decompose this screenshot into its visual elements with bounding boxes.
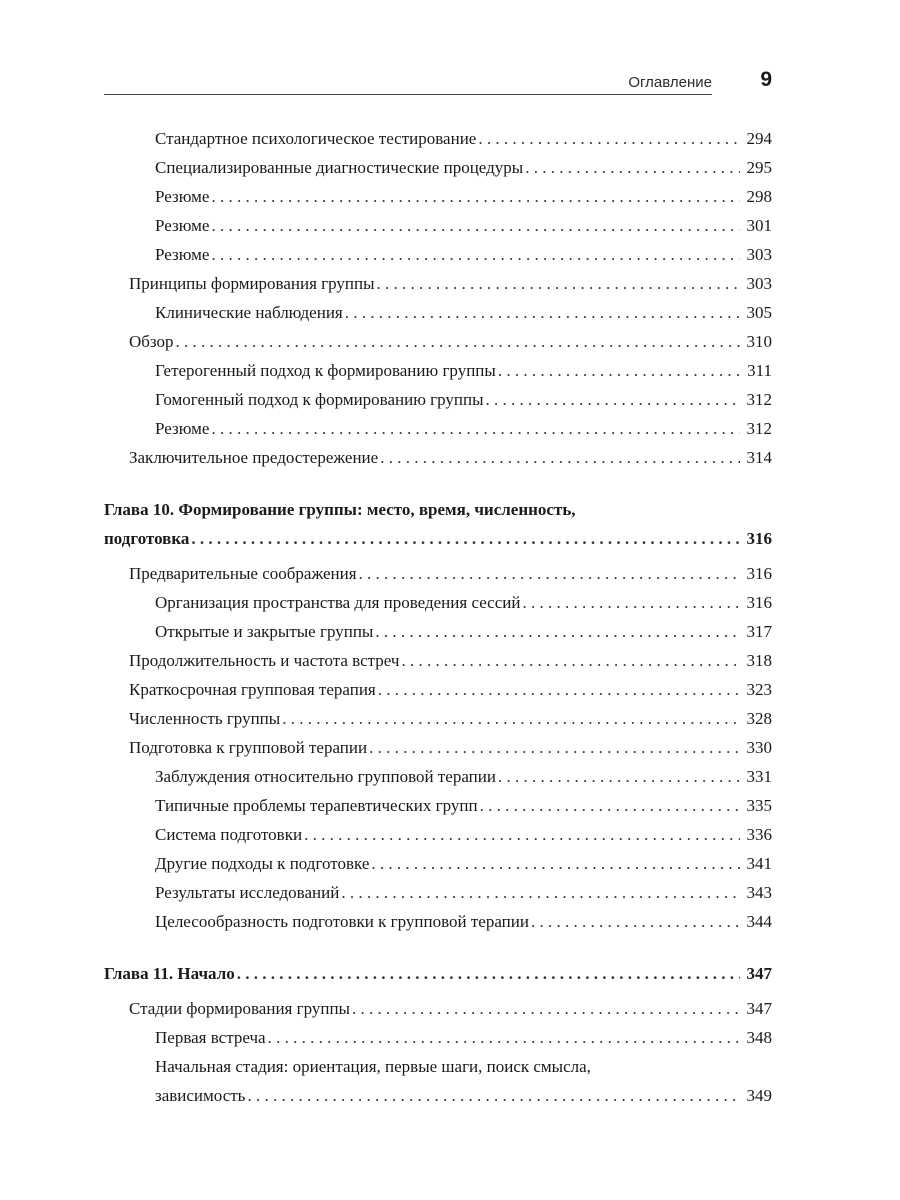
- dot-leader: [191, 524, 740, 553]
- toc-entry-title: Открытые и закрытые группы: [155, 622, 374, 641]
- toc-entry: [104, 762, 772, 791]
- toc-entry-title: Заблуждения относительно групповой терапии: [155, 767, 496, 786]
- toc-entry-page: 323: [746, 680, 772, 699]
- toc-entry-title: Предварительные соображения: [129, 564, 357, 583]
- toc-entry: [104, 356, 772, 385]
- toc-entry-page: 347: [746, 999, 772, 1018]
- toc-entry-page: 317: [746, 622, 772, 641]
- toc-entry: [104, 327, 772, 356]
- toc-entry-page: 310: [746, 332, 772, 351]
- dot-leader: [380, 443, 740, 472]
- toc-entry-page: 343: [746, 883, 772, 902]
- toc-entry: [104, 675, 772, 704]
- toc-entry-title: Резюме: [155, 187, 210, 206]
- dot-leader: [359, 559, 740, 588]
- toc-entry: [104, 240, 772, 269]
- toc-entry: [104, 1023, 772, 1052]
- page-number: 9: [760, 68, 772, 91]
- toc-entry-title: Гетерогенный подход к формированию группы: [155, 361, 496, 380]
- toc-entry-title-line2: зависимость: [155, 1086, 246, 1105]
- toc-entry: [104, 211, 772, 240]
- toc-entry: [104, 878, 772, 907]
- toc-entry: [104, 414, 772, 443]
- toc-entry-page: 336: [746, 825, 772, 844]
- toc-chapter-10: [104, 495, 772, 553]
- toc-entry-page: 294: [746, 129, 772, 148]
- toc-entry-title: Первая встреча: [155, 1028, 266, 1047]
- toc-entry: [104, 588, 772, 617]
- dot-leader: [498, 762, 740, 791]
- toc-entry: [104, 617, 772, 646]
- toc-entry-page: 316: [746, 593, 772, 612]
- dot-leader: [498, 356, 740, 385]
- toc-entry: [104, 443, 772, 472]
- toc-entry-page: 311: [747, 361, 772, 380]
- toc-entry-title: Организация пространства для проведения сессий: [155, 593, 521, 612]
- toc-entry: [104, 820, 772, 849]
- toc-chapter-title: Глава 11. Начало: [104, 964, 235, 983]
- toc-entry-title: Заключительное предостережение: [129, 448, 379, 467]
- toc-entry: [104, 704, 772, 733]
- dot-leader: [352, 994, 740, 1023]
- toc-entry: [104, 791, 772, 820]
- dot-leader: [522, 588, 740, 617]
- toc-entry-title: Краткосрочная групповая терапия: [129, 680, 376, 699]
- page-header: [104, 68, 772, 100]
- toc-entry-page: 305: [746, 303, 772, 322]
- toc-entry: [104, 559, 772, 588]
- toc-entry-page: 331: [746, 767, 772, 786]
- dot-leader: [237, 959, 740, 988]
- toc-entry-page: 312: [746, 419, 772, 438]
- toc-entry-title: Принципы формирования группы: [129, 274, 375, 293]
- toc-entry-page: 312: [746, 390, 772, 409]
- dot-leader: [378, 675, 740, 704]
- running-header-title: Оглавление: [628, 74, 712, 91]
- toc-entry-title: Численность группы: [129, 709, 281, 728]
- dot-leader: [247, 1081, 740, 1110]
- dot-leader: [211, 182, 740, 211]
- toc-entry-page: 349: [746, 1086, 772, 1105]
- toc-entry-title: Стандартное психологическое тестирование: [155, 129, 477, 148]
- toc-entry-page: 328: [746, 709, 772, 728]
- toc-entry-page: 318: [746, 651, 772, 670]
- toc-entry: [104, 1052, 772, 1110]
- toc-entry-title: Типичные проблемы терапевтических групп: [155, 796, 478, 815]
- dot-leader: [211, 414, 740, 443]
- toc-entry-page: 344: [746, 912, 772, 931]
- dot-leader: [401, 646, 740, 675]
- toc-entry-title: Стадии формирования группы: [129, 999, 350, 1018]
- toc-entry-page: 348: [746, 1028, 772, 1047]
- toc-entry-page: 295: [746, 158, 772, 177]
- toc-chapter-page: 316: [746, 529, 772, 548]
- dot-leader: [478, 124, 740, 153]
- toc-entry-title: Продолжительность и частота встреч: [129, 651, 400, 670]
- toc-entry-page: 303: [746, 245, 772, 264]
- dot-leader: [282, 704, 740, 733]
- dot-leader: [371, 849, 740, 878]
- table-of-contents: [104, 124, 772, 1110]
- dot-leader: [369, 733, 740, 762]
- toc-entry: [104, 385, 772, 414]
- toc-entry: [104, 269, 772, 298]
- dot-leader: [525, 153, 740, 182]
- toc-chapter-11: [104, 959, 772, 988]
- toc-chapter-title-line1: Глава 10. Формирование группы: место, время, численность,: [104, 500, 576, 519]
- toc-entry-title: Резюме: [155, 245, 210, 264]
- toc-entry: [104, 182, 772, 211]
- toc-entry-title: Гомогенный подход к формированию группы: [155, 390, 484, 409]
- dot-leader: [531, 907, 740, 936]
- toc-entry-page: 316: [746, 564, 772, 583]
- dot-leader: [304, 820, 740, 849]
- toc-entry-title: Обзор: [129, 332, 174, 351]
- toc-chapter-page: 347: [746, 964, 772, 983]
- toc-entry-page: 341: [746, 854, 772, 873]
- dot-leader: [176, 327, 740, 356]
- toc-entry: [104, 646, 772, 675]
- toc-entry-title: Клинические наблюдения: [155, 303, 343, 322]
- dot-leader: [480, 791, 740, 820]
- toc-entry-page: 298: [746, 187, 772, 206]
- toc-entry-title: Результаты исследований: [155, 883, 340, 902]
- toc-entry-title: Резюме: [155, 419, 210, 438]
- dot-leader: [211, 211, 740, 240]
- dot-leader: [341, 878, 740, 907]
- toc-entry-title: Специализированные диагностические процедуры: [155, 158, 524, 177]
- toc-entry-title: Подготовка к групповой терапии: [129, 738, 368, 757]
- dot-leader: [211, 240, 740, 269]
- toc-entry-page: 330: [746, 738, 772, 757]
- toc-entry: [104, 849, 772, 878]
- toc-entry: [104, 124, 772, 153]
- toc-entry-page: 303: [746, 274, 772, 293]
- toc-entry-title: Система подготовки: [155, 825, 303, 844]
- toc-entry-title: Целесообразность подготовки к групповой терапии: [155, 912, 529, 931]
- dot-leader: [375, 617, 740, 646]
- toc-entry: [104, 907, 772, 936]
- toc-entry-title: Другие подходы к подготовке: [155, 854, 370, 873]
- toc-chapter-title-line2: подготовка: [104, 529, 190, 548]
- dot-leader: [486, 385, 740, 414]
- dot-leader: [345, 298, 740, 327]
- dot-leader: [377, 269, 740, 298]
- toc-entry-page: 335: [746, 796, 772, 815]
- toc-entry: [104, 994, 772, 1023]
- toc-entry-page: 301: [746, 216, 772, 235]
- toc-entry: [104, 153, 772, 182]
- toc-entry-page: 314: [746, 448, 772, 467]
- toc-entry-title-line1: Начальная стадия: ориентация, первые шаги, поиск смысла,: [155, 1057, 591, 1076]
- toc-entry: [104, 298, 772, 327]
- toc-entry-title: Резюме: [155, 216, 210, 235]
- header-rule: [104, 94, 712, 95]
- dot-leader: [268, 1023, 740, 1052]
- toc-entry: [104, 733, 772, 762]
